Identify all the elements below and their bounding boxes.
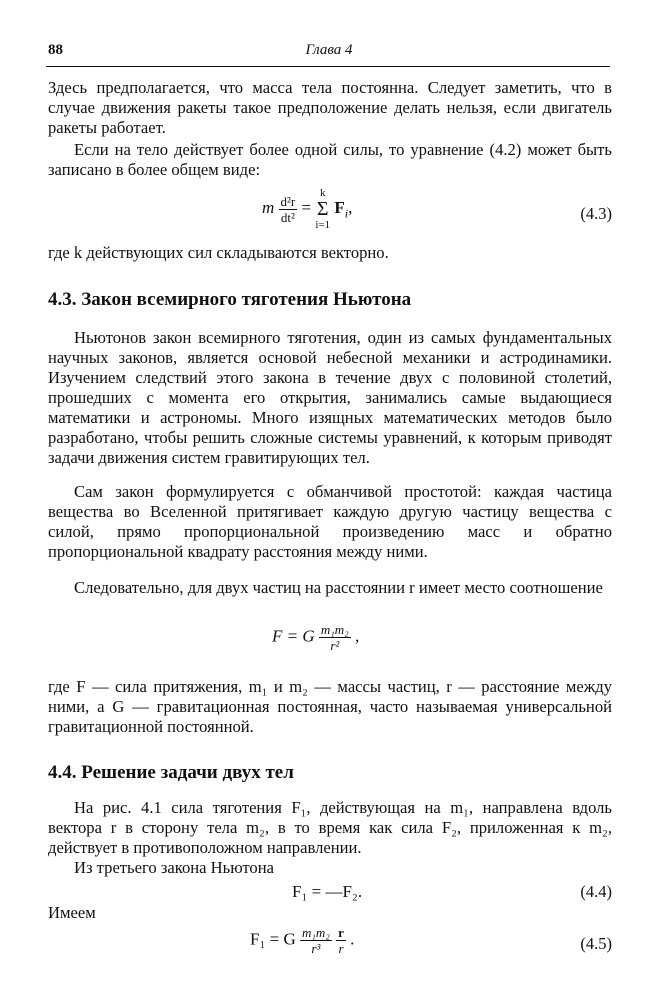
eq45-denominator-2: r: [338, 941, 344, 956]
eq43-m: m: [262, 197, 275, 217]
eq43-sum-sign: Σ: [316, 198, 329, 220]
eq43-fraction: [279, 194, 298, 225]
eq43-numerator: d²r: [280, 193, 296, 209]
page-number: 88: [48, 42, 63, 58]
eq45-fraction-2: [336, 925, 346, 956]
eq45-numerator-2: r: [338, 925, 344, 940]
eq43-sum-top: k: [319, 187, 326, 199]
paragraph-figure: На рис. 4.1 сила тяготения F₁, действующая на m₁, направлена вдоль вектора r в сторону тела m₂, в то время как сила F₂, приложенная к m₂, действует в противоположном направлении.: [48, 798, 612, 857]
header-rule: [46, 66, 610, 67]
eq45-lhs: F₁ = G: [250, 929, 296, 949]
paragraph-law-3: Следовательно, для двух частиц на расстоянии r имеет место соотношение: [74, 578, 603, 597]
paragraph-have: Имеем: [48, 903, 96, 922]
eqG-denominator: r²: [330, 638, 340, 653]
section-heading-4-3: 4.3. Закон всемирного тяготения Ньютона: [48, 289, 412, 310]
eqG-lhs: F = G: [272, 626, 315, 646]
paragraph-law-2: Сам закон формулируется с обманчивой простотой: каждая частица вещества во Вселенной притягивает каждую другую частицу вещества с силой, прямо пропорциональной произведению масс и обратно пропорциональной квадрату расстояния между ними.: [48, 482, 612, 561]
paragraph-forces: Если на тело действует более одной силы, то уравнение (4.2) может быть записано в более общем виде:: [48, 140, 612, 179]
eq45-fraction-1: [300, 925, 332, 956]
section-heading-4-4: 4.4. Решение задачи двух тел: [48, 762, 294, 783]
equation-number-4-5: (4.5): [580, 934, 612, 953]
eqG-numerator: m₁m₂: [320, 622, 349, 637]
equation-gravity: [272, 622, 359, 653]
eq43-equals: =: [301, 197, 312, 217]
equation-4-4: F₁ = —F₂.: [292, 882, 363, 901]
eq43-sum: [315, 187, 330, 231]
eq45-denominator-1: r³: [311, 941, 321, 956]
equation-number-4-3: (4.3): [580, 204, 612, 223]
eq43-tail: ,: [348, 197, 353, 217]
equation-4-3: [262, 187, 352, 231]
eq43-force: F: [334, 197, 345, 217]
eq43-sum-bottom: i=1: [315, 219, 331, 231]
eqG-fraction: [319, 622, 351, 653]
eq43-force-index: i: [344, 206, 349, 221]
equation-number-4-4: (4.4): [580, 882, 612, 901]
eqG-tail: ,: [354, 626, 360, 646]
chapter-title: Глава 4: [305, 42, 353, 58]
equation-4-5: [250, 925, 354, 956]
paragraph-k: где k действующих сил складываются векторно.: [48, 243, 389, 262]
paragraph-intro: Здесь предполагается, что масса тела постоянна. Следует заметить, что в случае движения ракеты такое предположение делать нельзя, если двигатель ракеты работает.: [48, 78, 612, 137]
eq43-denominator: dt²: [280, 209, 295, 225]
eq45-numerator-1: m₁m₂: [302, 925, 330, 940]
paragraph-where: где F — сила притяжения, m₁ и m₂ — массы частиц, r — расстояние между ними, а G — гравитационная постоянная, часто называемая универсальной гравитационной постоянной.: [48, 677, 612, 736]
paragraph-third-law: Из третьего закона Ньютона: [74, 858, 274, 877]
page-header: [48, 42, 610, 62]
eq45-tail: .: [350, 929, 355, 949]
paragraph-law-1: Ньютонов закон всемирного тяготения, один из самых фундаментальных научных законов, является основой небесной механики и астродинамики. Изучением следствий этого закона в течение двух с половиной столетий, прошедших с момента его открытия, занимались самые выдающиеся математики и астрономы. Много изящных математических методов было разработано, чтобы решить сложные системы уравнений, к которым приводят задачи движения систем гравитирующих тел.: [48, 328, 612, 467]
